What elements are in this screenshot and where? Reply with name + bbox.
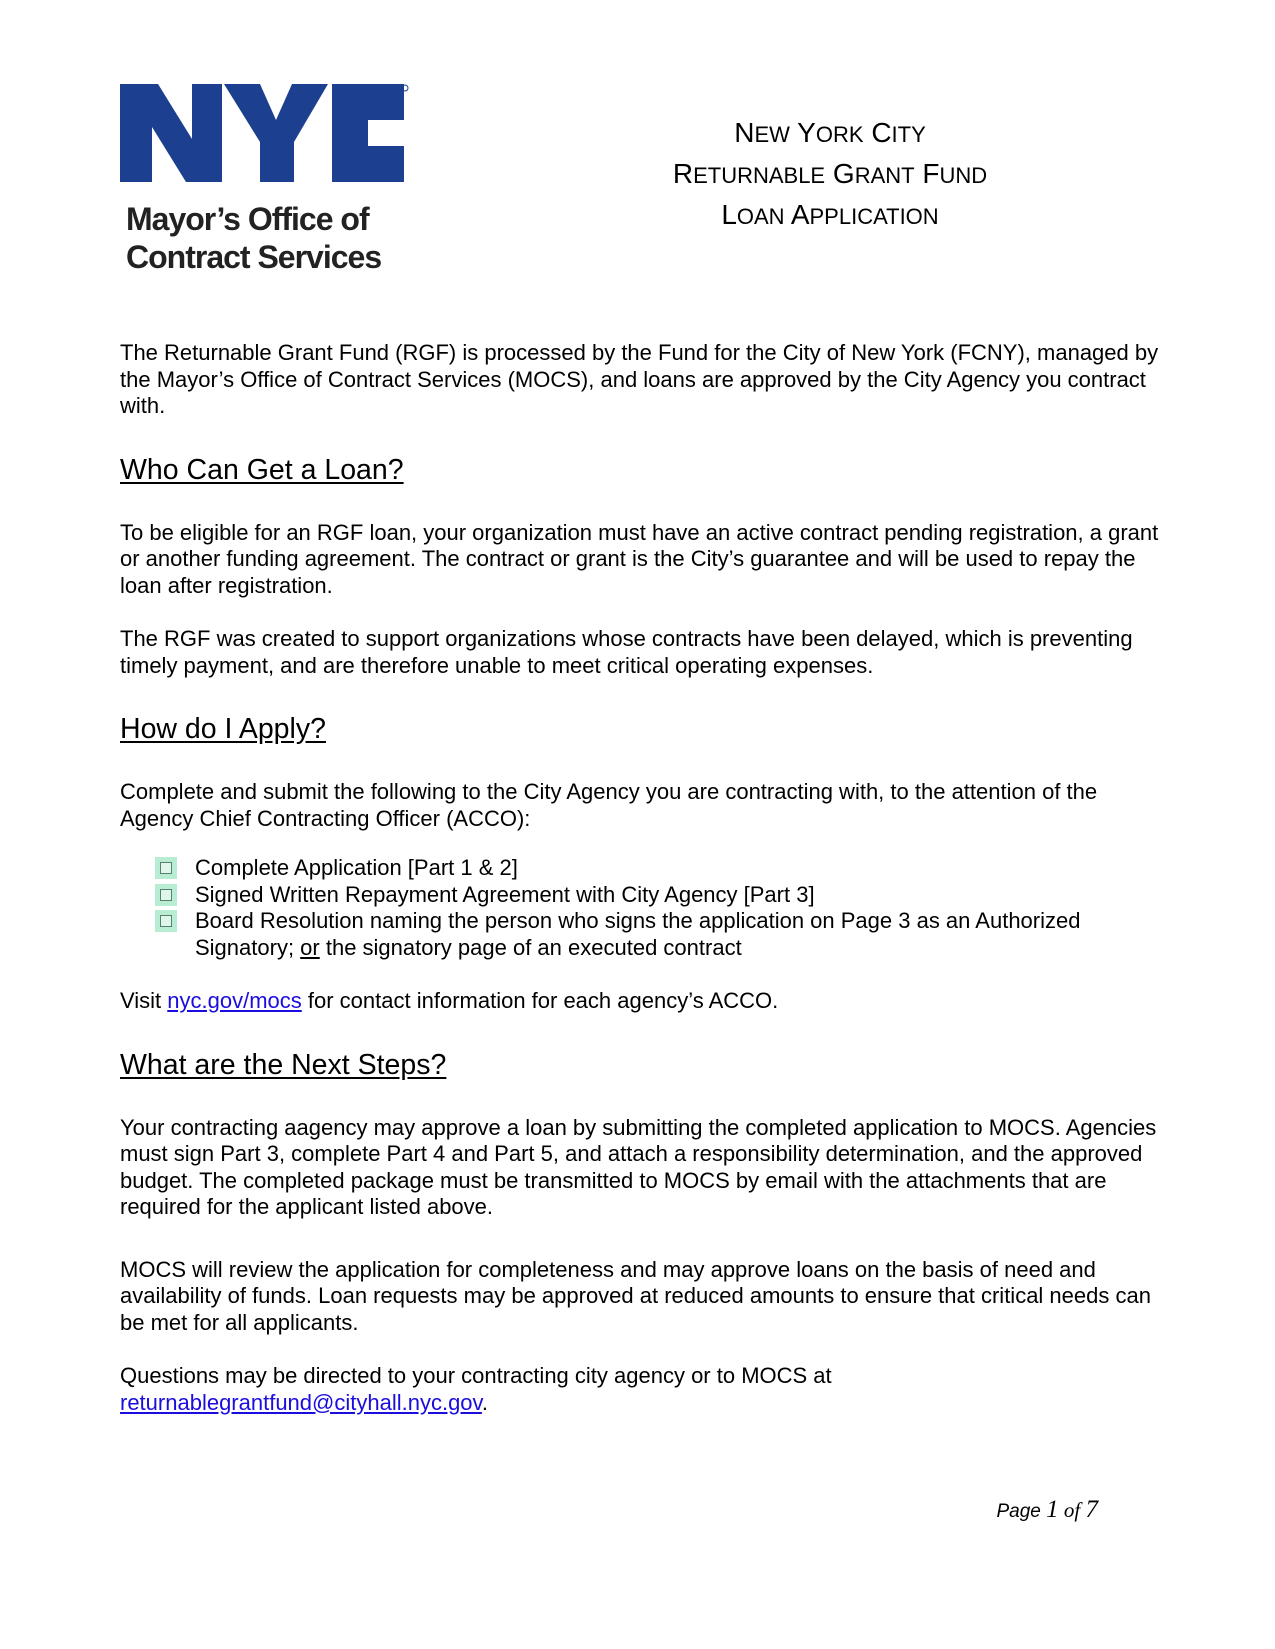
checkbox-icon[interactable] bbox=[155, 910, 177, 932]
checklist-item-label: Complete Application [Part 1 & 2] bbox=[195, 855, 518, 880]
checkbox-icon[interactable] bbox=[155, 884, 177, 906]
logo-line-2: Contract Services bbox=[126, 239, 382, 275]
document-body bbox=[120, 340, 1160, 1416]
page-number: Page 1 of 7 bbox=[996, 1496, 1098, 1523]
intro-paragraph: The Returnable Grant Fund (RGF) is processed by the Fund for the City of New York (FCNY), managed by the Mayor’s Office of Contract Services (MOCS), and loans are approved by the City Agency you contract with. bbox=[120, 340, 1159, 418]
checkbox-icon[interactable] bbox=[155, 857, 177, 879]
title-line-3: LOAN APPLICATION bbox=[721, 199, 939, 230]
rgf-purpose-paragraph: The RGF was created to support organizations whose contracts have been delayed, which is preventing timely payment, and are therefore unable to meet critical operating expenses. bbox=[120, 626, 1133, 678]
mocs-website-link[interactable]: nyc.gov/mocs bbox=[167, 988, 302, 1013]
who-can-get-loan-heading: Who Can Get a Loan? bbox=[120, 453, 404, 486]
document-title bbox=[600, 113, 1060, 236]
checklist-item bbox=[155, 882, 1160, 909]
checklist-item bbox=[155, 908, 1160, 961]
checklist-item-label: Board Resolution naming the person who signs the application on Page 3 as an Authorized Signatory; or the signatory page of an executed contract bbox=[195, 908, 1081, 960]
checklist-item bbox=[155, 855, 1160, 882]
visit-mocs-paragraph: Visit nyc.gov/mocs for contact information for each agency’s ACCO. bbox=[120, 988, 779, 1013]
checklist-item-label: Signed Written Repayment Agreement with City Agency [Part 3] bbox=[195, 881, 815, 907]
logo-line-1: Mayor’s Office of bbox=[126, 201, 369, 237]
title-line-1: NEW YORK CITY bbox=[734, 117, 926, 148]
eligibility-paragraph: To be eligible for an RGF loan, your organization must have an active contract pending registration, a grant or another funding agreement. The contract or grant is the City’s guarantee and will be used to repay the loan after registration. bbox=[120, 519, 1159, 598]
logo-subtitle bbox=[126, 200, 381, 276]
how-to-apply-heading: How do I Apply? bbox=[120, 713, 326, 745]
nyc-mocs-logo bbox=[120, 84, 430, 274]
apply-instructions-paragraph: Complete and submit the following to the City Agency you are contracting with, to the attention of the Agency Chief Contracting Officer (ACCO): bbox=[120, 779, 1098, 831]
title-line-2: RETURNABLE GRANT FUND bbox=[672, 158, 988, 189]
agency-approval-paragraph: Your contracting aagency may approve a loan by submitting the completed application to MOCS. Agencies must sign Part 3, complete Part 4 and Part 5, and attach a responsibility determination, and the approved budget. The completed package must be transmitted to MOCS by email with the attachments that are required for the applicant listed above. bbox=[120, 1114, 1157, 1219]
email-link[interactable]: returnablegrantfund@cityhall.nyc.gov bbox=[120, 1389, 482, 1415]
application-checklist bbox=[120, 855, 1160, 961]
mocs-review-paragraph: MOCS will review the application for completeness and may approve loans on the basis of need and availability of funds. Loan requests may be approved at reduced amounts to ensure that critical needs can be met for all applicants. bbox=[120, 1256, 1151, 1335]
nyc-wordmark-logo bbox=[120, 84, 412, 184]
next-steps-heading: What are the Next Steps? bbox=[120, 1048, 447, 1081]
questions-paragraph: Questions may be directed to your contracting city agency or to MOCS at returnablegrantfund@cityhall.nyc.gov. bbox=[120, 1363, 832, 1415]
